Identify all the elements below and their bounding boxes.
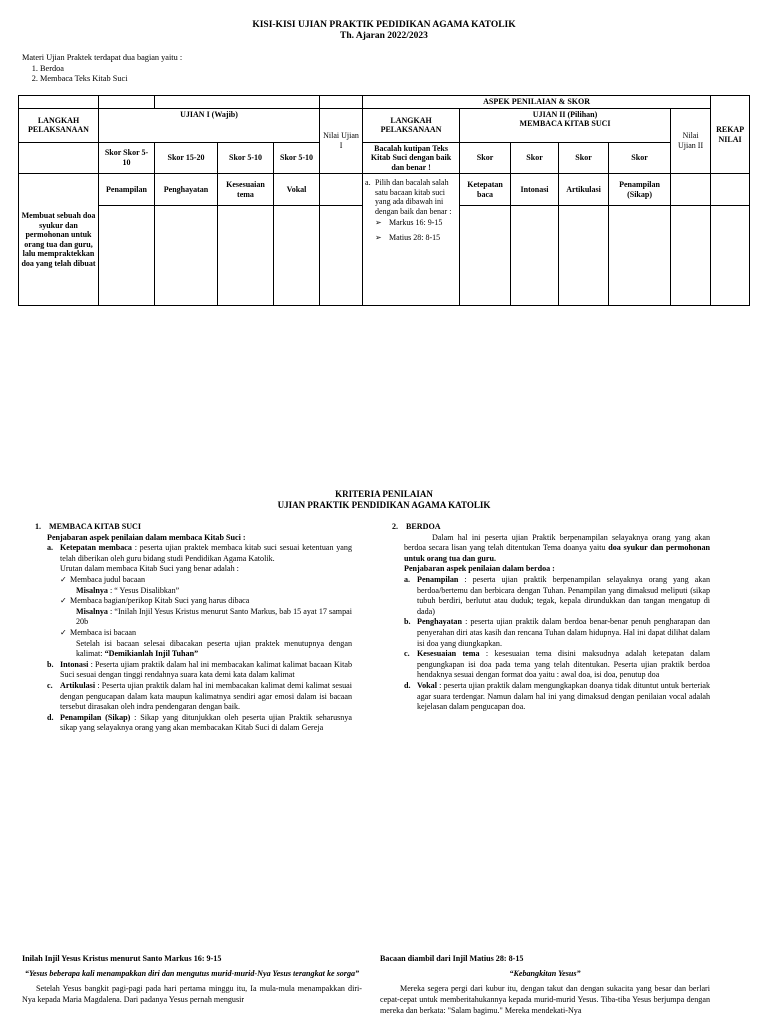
check-icon: ✓ [60,574,67,584]
aspek-label: Kesesuaian tema [218,174,274,206]
intro-list [22,64,182,85]
reading-text: Mereka segera pergi dari kubur itu, dengan takut dan dengan sukacita yang besar dan berlari cepat-cepat untuk memberitahukannya kepada murid-murid Yesus. Tiba-tiba Yesus berjumpa dengan mereka dan berkata: "Salam bagimu." Mereka mendekati-Nya [380,984,710,1015]
criteria-item: b. Intonasi : Peserta ujiam praktik dalam hal ini membacakan kalimat kalimat bacaan Kitab Suci sesuai dengan tinggi rendahnya suara kata demi kata dalam kalimat [47,659,352,680]
ujian1-header: UJIAN I (Wajib) [99,108,320,142]
reading-subtitle: “Yesus beberapa kali menampakkan diri dan mengutus murid-murid-Nya Yesus terangkat ke sorga” [24,969,360,978]
intro-lead: Materi Ujian Praktek terdapat dua bagian yaitu : [22,53,183,62]
aspek-label: Intonasi [511,174,559,206]
aspek-label: Penampilan [99,174,155,206]
check-icon: ✓ [60,627,67,637]
rekap-nilai-header: REKAP NILAI [711,96,750,174]
skor-header: Skor [559,142,609,174]
criteria-left-column [35,522,352,734]
ujian2-title: UJIAN II (Pilihan) [532,109,598,119]
checklist-item: ✓ Membaca judul bacaan [60,574,146,584]
check-icon: ✓ [60,596,67,606]
example-line: Misalnya : “ Yesus Disalibkan” [76,585,180,595]
intro-block [22,53,182,85]
criteria-item: a. Penampilan : peserta ujian praktik berpenampilan selayaknya orang yang akan berdoa/bertemu dan berbicara dengan Tuhan. Penampilan yang dimaksud meliputi (sikap tubuh berdiri, berlutut atau duduk; tegak, kepala dirunduk​kan dan tangan mengatup di dada) [404,574,710,616]
urutan-text: Urutan dalam membaca Kitab Suci yang benar adalah : [60,564,239,574]
langkah-header-2: LANGKAH PELAKSANAAN [363,108,460,142]
step2-cell [363,174,460,306]
reading-matius [380,953,710,1016]
reading-markus [22,953,362,1005]
criteria-item: c. Artikulasi : Peserta ujian praktik dalam hal ini membacakan kalimat demi kalimat sesuai dengan pengucapan dalam kata maupun kalimatnya sendiri agar emosi dalam isi bacaan tersebut dirasakan oleh indra pendengaran dengan baik. [47,680,352,712]
criteria-item: c. Kesesuaian tema : kesesuaian tema disini maksudnya adalah ketepatan dalam pengungkapan isi doa pada tema yang telah ditentukan. Peserta ujian praktik berdoa hendaknya sesuai dengan format doa yaitu : awal doa, isi doa, penutup doa [404,649,710,680]
section-heading: 2. BERDOA [392,522,441,531]
aspek-label: Artikulasi [559,174,609,206]
berdoa-intro: Dalam hal ini peserta ujian Praktik berpenampilan selayaknya orang yang akan berdoa secara lisan yang telah ditentukan Tema doanya yaitu doa syukur dan permohonan untuk orang tua dan guru. [404,532,711,563]
criteria-right-column [392,522,710,713]
skor-header: Skor 15-20 [155,142,218,174]
assessment-table [18,95,750,306]
ref-item: ➢ Matius 28: 8-15 [375,232,441,242]
intro-item: 1. Berdoa [40,64,182,75]
section-subheading: Penjabaran aspek penilaian dalam membaca Kitab Suci : [47,532,246,542]
reading-text: Setelah Yesus bangkit pagi-pagi pada hari pertama minggu itu, Ia mula-mula menampakkan diri-Nya kepada Maria Magdalena. Dari padanya Yesus pernah mengusir [22,984,362,1004]
document-title: KISI-KISI UJIAN PRAKTIK PEDIDIKAN AGAMA KATOLIK [252,20,516,30]
skor-header: Skor Skor 5-10 [99,142,155,174]
aspek-label: Ketepatan baca [460,174,511,206]
step2-lead: a. Pilih dan bacalah salah satu bacaan kitab suci yang ada dibawah ini dengan baik dan benar : [365,178,452,216]
criteria-item: a. Ketepatan membaca : peserta ujian praktek membaca kitab suci sesuai ketentuan yang telah diberikan oleh guru bidang studi Pendidikan Agama Katolik. [47,543,352,563]
academic-year: Th. Ajaran 2022/2023 [340,31,428,41]
nilai-ujian2-header: Nilai Ujian II [671,108,711,174]
section-subheading: Penjabaran aspek penilaian dalam berdoa : [404,564,555,574]
intro-item: 2. Membaca Teks Kitab Suci [40,74,182,85]
kriteria-subtitle: UJIAN PRAKTIK PENDIDIKAN AGAMA KATOLIK [277,500,491,510]
skor-header: Skor 5-10 [274,142,320,174]
reading-heading: Bacaan diambil dari Injil Matius 28: 8-15 [380,954,524,963]
aspek-label: Vokal [274,174,320,206]
skor-header: Skor 5-10 [218,142,274,174]
bacalah-instruction: Bacalah kutipan Teks Kitab Suci dengan baik dan benar ! [363,142,460,174]
skor-header: Skor [609,142,671,174]
langkah-header-1: LANGKAH PELAKSANAAN [19,108,99,142]
ujian2-header [460,108,671,142]
step1-text: Membuat sebuah doa syukur dan permohonan untuk orang tua dan guru, lalu mempraktekkan doa yang telah dibuat [19,174,99,306]
criteria-item: d. Penampilan (Sikap) : Sikap yang ditunjukkan oleh peserta ujian Praktik seharusnya sikap yang selayaknya orang yang akan membacakan Kitab Suci di dalam Gereja [47,712,352,733]
closing-line: Setelah isi bacaan selesai dibacakan peserta ujian praktek menutupnya dengan kalimat: “Demikianlah Injil Tuhan” [76,638,352,659]
example-line: Misalnya : “Inilah Injil Yesus Kristus menurut Santo Markus, bab 15 ayat 17 sampai 20b [76,606,352,627]
nilai-ujian1-header: Nilai Ujian I [320,108,363,174]
aspek-label: Penampilan (Sikap) [609,174,671,206]
aspek-label: Penghayatan [155,174,218,206]
checklist-item: ✓ Membaca bagian/perikop Kitab Suci yang harus dibaca [60,596,250,606]
reading-heading: Inilah Injil Yesus Kristus menurut Santo Markus 16: 9-15 [22,954,222,963]
skor-header: Skor [460,142,511,174]
section-heading: 1. MEMBACA KITAB SUCI [35,522,142,531]
ujian2-subtitle: MEMBACA KITAB SUCI [519,119,611,128]
ref-item: ➢ Markus 16: 9-15 [375,218,443,227]
arrow-bullet-icon: ➢ [375,218,382,227]
reading-subtitle: “Kebangkitan Yesus” [509,969,581,978]
aspek-header: ASPEK PENILAIAN & SKOR [363,96,711,109]
arrow-bullet-icon: ➢ [375,232,382,242]
checklist-item: ✓ Membaca isi bacaan [60,627,137,637]
skor-header: Skor [511,142,559,174]
criteria-item: d. Vokal : peserta ujian praktik dalam mengungkapkan doanya tidak dituntut untuk berteriak agar suara terdengar. Namun dalam hal ini yang dimaksud dengan penilaian vocal adalah kejelasan dalam pengucapan doa. [404,680,711,712]
kriteria-title: KRITERIA PENILAIAN [335,489,433,499]
criteria-item: b. Penghayatan : peserta ujian praktik dalam berdoa benar-benar penuh pengharapan dan penyerahan diri atas kasih dan rencana Tuhan dalam hidupnya. Hal ini dapat dilihat dalam isi doa yang diungkapkan. [404,617,711,648]
